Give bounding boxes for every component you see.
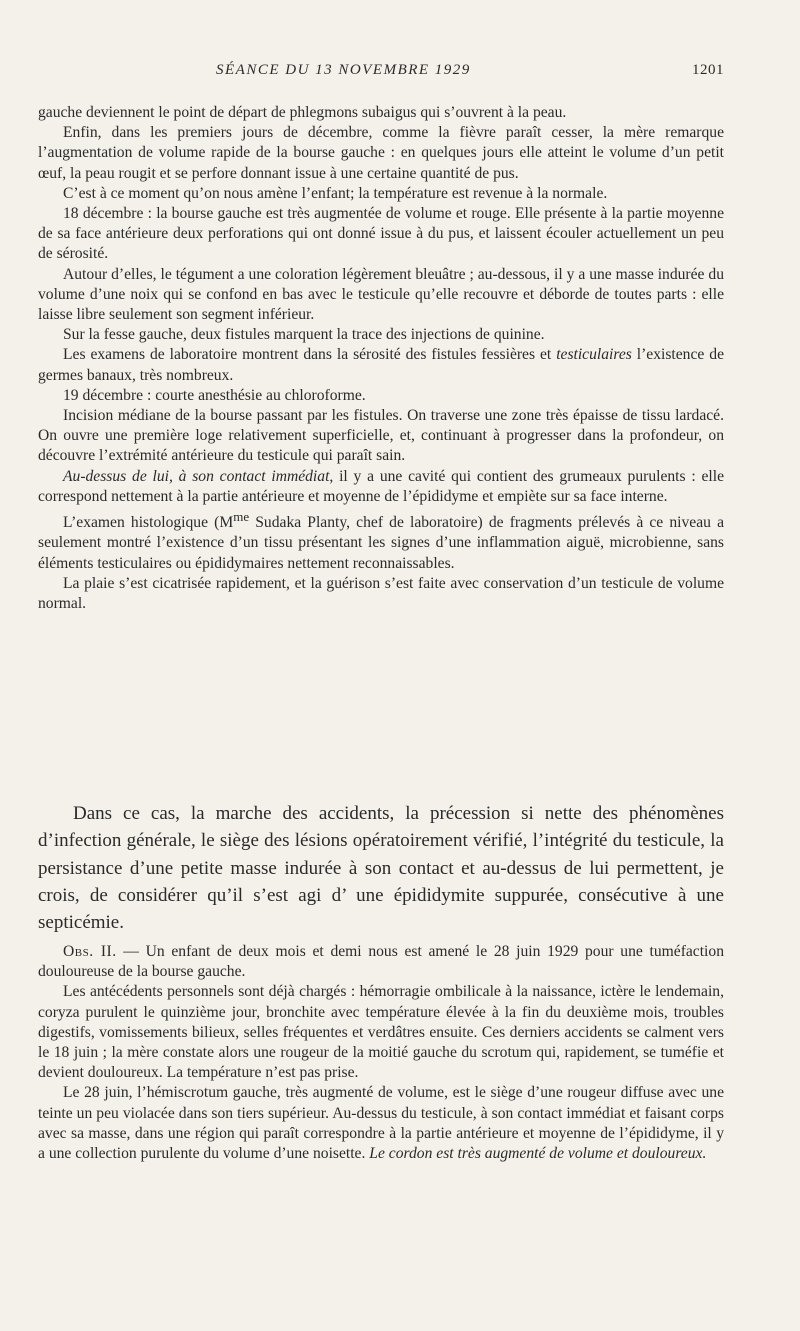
text-run: Sudaka Planty, chef de laboratoire) de fragments prélevés à ce niveau a seulement montré l’existence d’un tissu présentant les signes d’une inflammation aiguë, microbienne, sans éléments testiculaires ou épididymaires nettement reconnaissables. bbox=[38, 514, 724, 572]
paragraph bbox=[38, 1083, 724, 1164]
superscript: me bbox=[233, 509, 250, 525]
discussion-text bbox=[38, 800, 724, 936]
observation-1-text bbox=[38, 103, 724, 614]
page-number: 1201 bbox=[692, 62, 724, 78]
paragraph: La plaie s’est cicatrisée rapidement, et la guérison s’est faite avec conservation d’un testicule de volume normal. bbox=[38, 574, 724, 613]
paragraph: Les antécédents personnels sont déjà chargés : hémorragie ombilicale à la naissance, ictère le lendemain, coryza purulent le quinzième jour, bronchite avec température élevée à la fin du deuxième mois, troubles digestifs, vomissements bilieux, selles fréquentes et verdâtres ensuite. Ces derniers accidents se calment vers le 18 juin ; la mère constate alors une rougeur de la moitié gauche du scrotum qui, rapidement, se tuméfie et devient douloureux. La température n’est pas prise. bbox=[38, 983, 724, 1082]
italic-run: Le cordon est très augmenté de volume et douloureux. bbox=[369, 1145, 707, 1163]
paragraph bbox=[38, 942, 724, 982]
paragraph bbox=[38, 507, 724, 574]
paragraph: Incision médiane de la bourse passant par les fistules. On traverse une zone très épaisse de tissu lardacé. On ouvre une première loge relativement superficielle, et, continuant à progresser dans la profondeur, on découvre l’extrémité antérieure du testicule qui paraît sain. bbox=[38, 407, 724, 465]
text-run: l’existence de germes banaux, très nombreux. bbox=[38, 346, 724, 384]
paragraph: Sur la fesse gauche, deux fistules marquent la trace des injections de quinine. bbox=[63, 326, 545, 344]
paragraph: 19 décembre : courte anesthésie au chloroforme. bbox=[63, 386, 366, 404]
italic-run: Au-dessus de lui, à son contact immédiat bbox=[63, 467, 330, 485]
paragraph: Dans ce cas, la marche des accidents, la précession si nette des phénomènes d’infection générale, le siège des lésions opératoirement vérifié, l’intégrité du testicule, la persistance d’une petite masse indurée à son contact et au-dessus de lui permettent, je crois, de considérer qu’il s’est agi d’ une épididymite suppurée, consécutive à une septicémie. bbox=[38, 803, 724, 934]
text-run: Le 28 juin, l’hémiscrotum gauche, très augmenté de volume, est le siège d’une rougeur diffuse avec une teinte un peu violacée dans son tiers supérieur. Au-dessus du testicule, à son contact immédiat et faisant corps avec sa masse, dans une région qui paraît correspondre à la partie antérieure et moyenne de l’épididyme, il y a une collection purulente du volume d’une noisette. bbox=[38, 1084, 724, 1163]
paragraph bbox=[38, 345, 724, 385]
italic-run: testiculaires bbox=[556, 346, 632, 364]
text-run: , il y a une cavité qui contient des grumeaux purulents : elle correspond nettement à la partie antérieure et moyenne de l’épididyme et empiète sur sa face interne. bbox=[38, 467, 724, 505]
observation-2-text bbox=[38, 942, 724, 1164]
text-run: Les examens de laboratoire montrent dans la sérosité des fistules fessières et bbox=[63, 346, 557, 364]
text-run: L’examen histologique (M bbox=[63, 514, 234, 532]
running-head: SÉANCE DU 13 NOVEMBRE 1929 bbox=[216, 62, 471, 78]
paragraph: 18 décembre : la bourse gauche est très augmentée de volume et rouge. Elle présente à la partie moyenne de sa face antérieure deux perforations qui ont donné issue à du pus, et laissent écouler actuellement un peu de sérosité. bbox=[38, 205, 724, 263]
paragraph bbox=[38, 467, 724, 507]
paragraph: Enfin, dans les premiers jours de décembre, comme la fièvre paraît cesser, la mère remarque l’augmentation de volume rapide de la bourse gauche : en quelques jours elle atteint le volume d’un petit œuf, la peau rougit et se perfore donnant issue à une certaine quantité de pus. bbox=[38, 124, 724, 182]
text-run: — Un enfant de deux mois et demi nous est amené le 28 juin 1929 pour une tuméfaction douloureuse de la bourse gauche. bbox=[38, 943, 724, 981]
page-header bbox=[38, 62, 724, 84]
paragraph: Autour d’elles, le tégument a une coloration légèrement bleuâtre ; au-dessous, il y a une masse indurée du volume d’une noix qui se confond en bas avec le testicule qu’elle recouvre et déborde de toutes parts : elle laisse libre seulement son segment inférieur. bbox=[38, 265, 724, 324]
observation-label: Obs. II. bbox=[63, 943, 117, 960]
paragraph: gauche deviennent le point de départ de phlegmons subaigus qui s’ouvrent à la peau. bbox=[38, 104, 567, 121]
paragraph: C’est à ce moment qu’on nous amène l’enfant; la température est revenue à la normale. bbox=[63, 184, 608, 202]
